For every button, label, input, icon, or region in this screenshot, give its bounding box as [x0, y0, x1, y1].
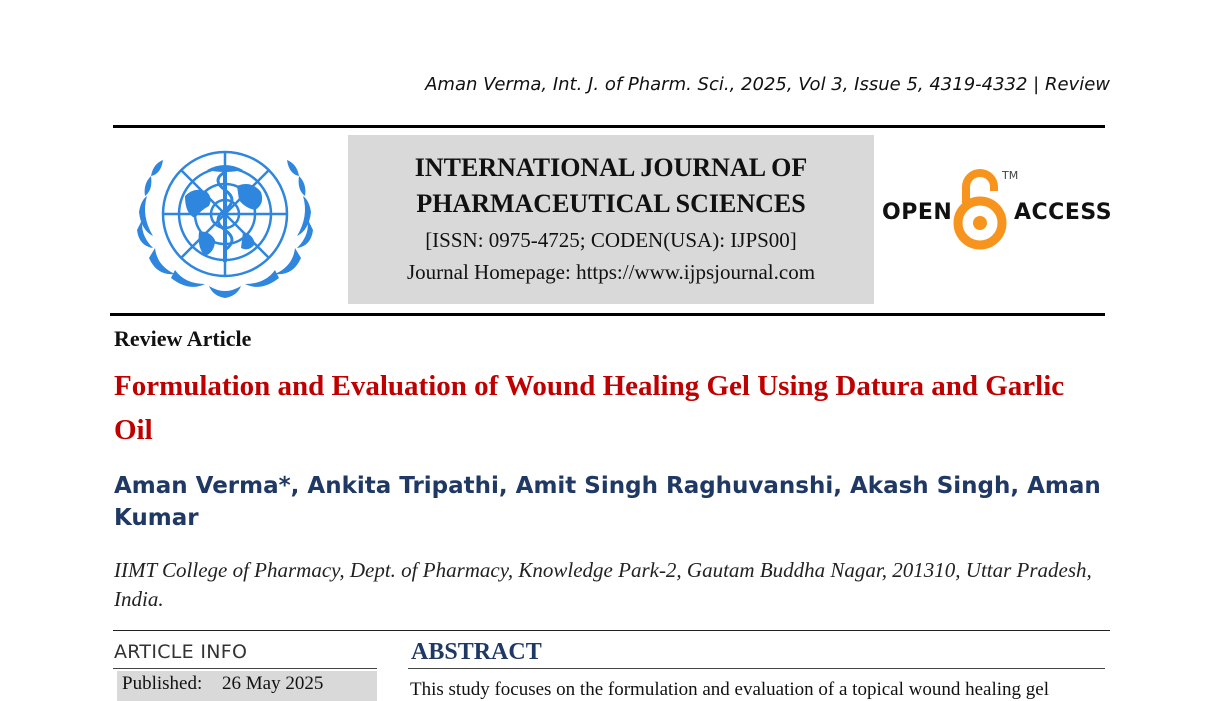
- header-top-rule: [113, 125, 1105, 128]
- abstract-rule: [408, 668, 1105, 669]
- open-word: OPEN: [882, 200, 953, 225]
- abstract-text: This study focuses on the formulation and evaluation of a topical wound healing gel: [410, 679, 1049, 700]
- header-bottom-rule: [110, 313, 1105, 316]
- journal-issn: [ISSN: 0975-4725; CODEN(USA): IJPS00]: [425, 228, 797, 252]
- journal-banner: [348, 135, 874, 304]
- author-list: Aman Verma*, Ankita Tripathi, Amit Singh Raghuvanshi, Akash Singh, Aman Kumar: [114, 473, 1101, 531]
- section-divider: [113, 630, 1110, 631]
- trademark-mark: TM: [1002, 169, 1019, 182]
- access-word: ACCESS: [1014, 200, 1113, 225]
- article-type-label: Review Article: [114, 326, 252, 351]
- article-title: Formulation and Evaluation of Wound Healing Gel Using Datura and Garlic Oil: [114, 370, 1065, 446]
- published-label: Published:: [122, 673, 203, 694]
- author-affiliation: IIMT College of Pharmacy, Dept. of Pharmacy, Knowledge Park-2, Gautam Buddha Nagar, 201310, Uttar Pradesh, India.: [114, 558, 1092, 611]
- open-access-logo: [880, 165, 1113, 255]
- un-style-emblem-icon: [125, 136, 325, 306]
- journal-name-line1: INTERNATIONAL JOURNAL OF: [414, 153, 808, 182]
- journal-homepage: Journal Homepage: https://www.ijpsjournal.com: [406, 260, 816, 284]
- article-info-heading: ARTICLE INFO: [114, 641, 248, 663]
- published-date: 26 May 2025: [222, 673, 324, 694]
- article-info-rule: [113, 668, 377, 669]
- journal-name: [348, 150, 874, 222]
- running-header-citation: Aman Verma, Int. J. of Pharm. Sci., 2025, Vol 3, Issue 5, 4319-4332 | Review: [425, 74, 1110, 95]
- abstract-heading: ABSTRACT: [411, 639, 542, 665]
- journal-name-line2: PHARMACEUTICAL SCIENCES: [416, 189, 806, 218]
- published-row: [117, 671, 377, 701]
